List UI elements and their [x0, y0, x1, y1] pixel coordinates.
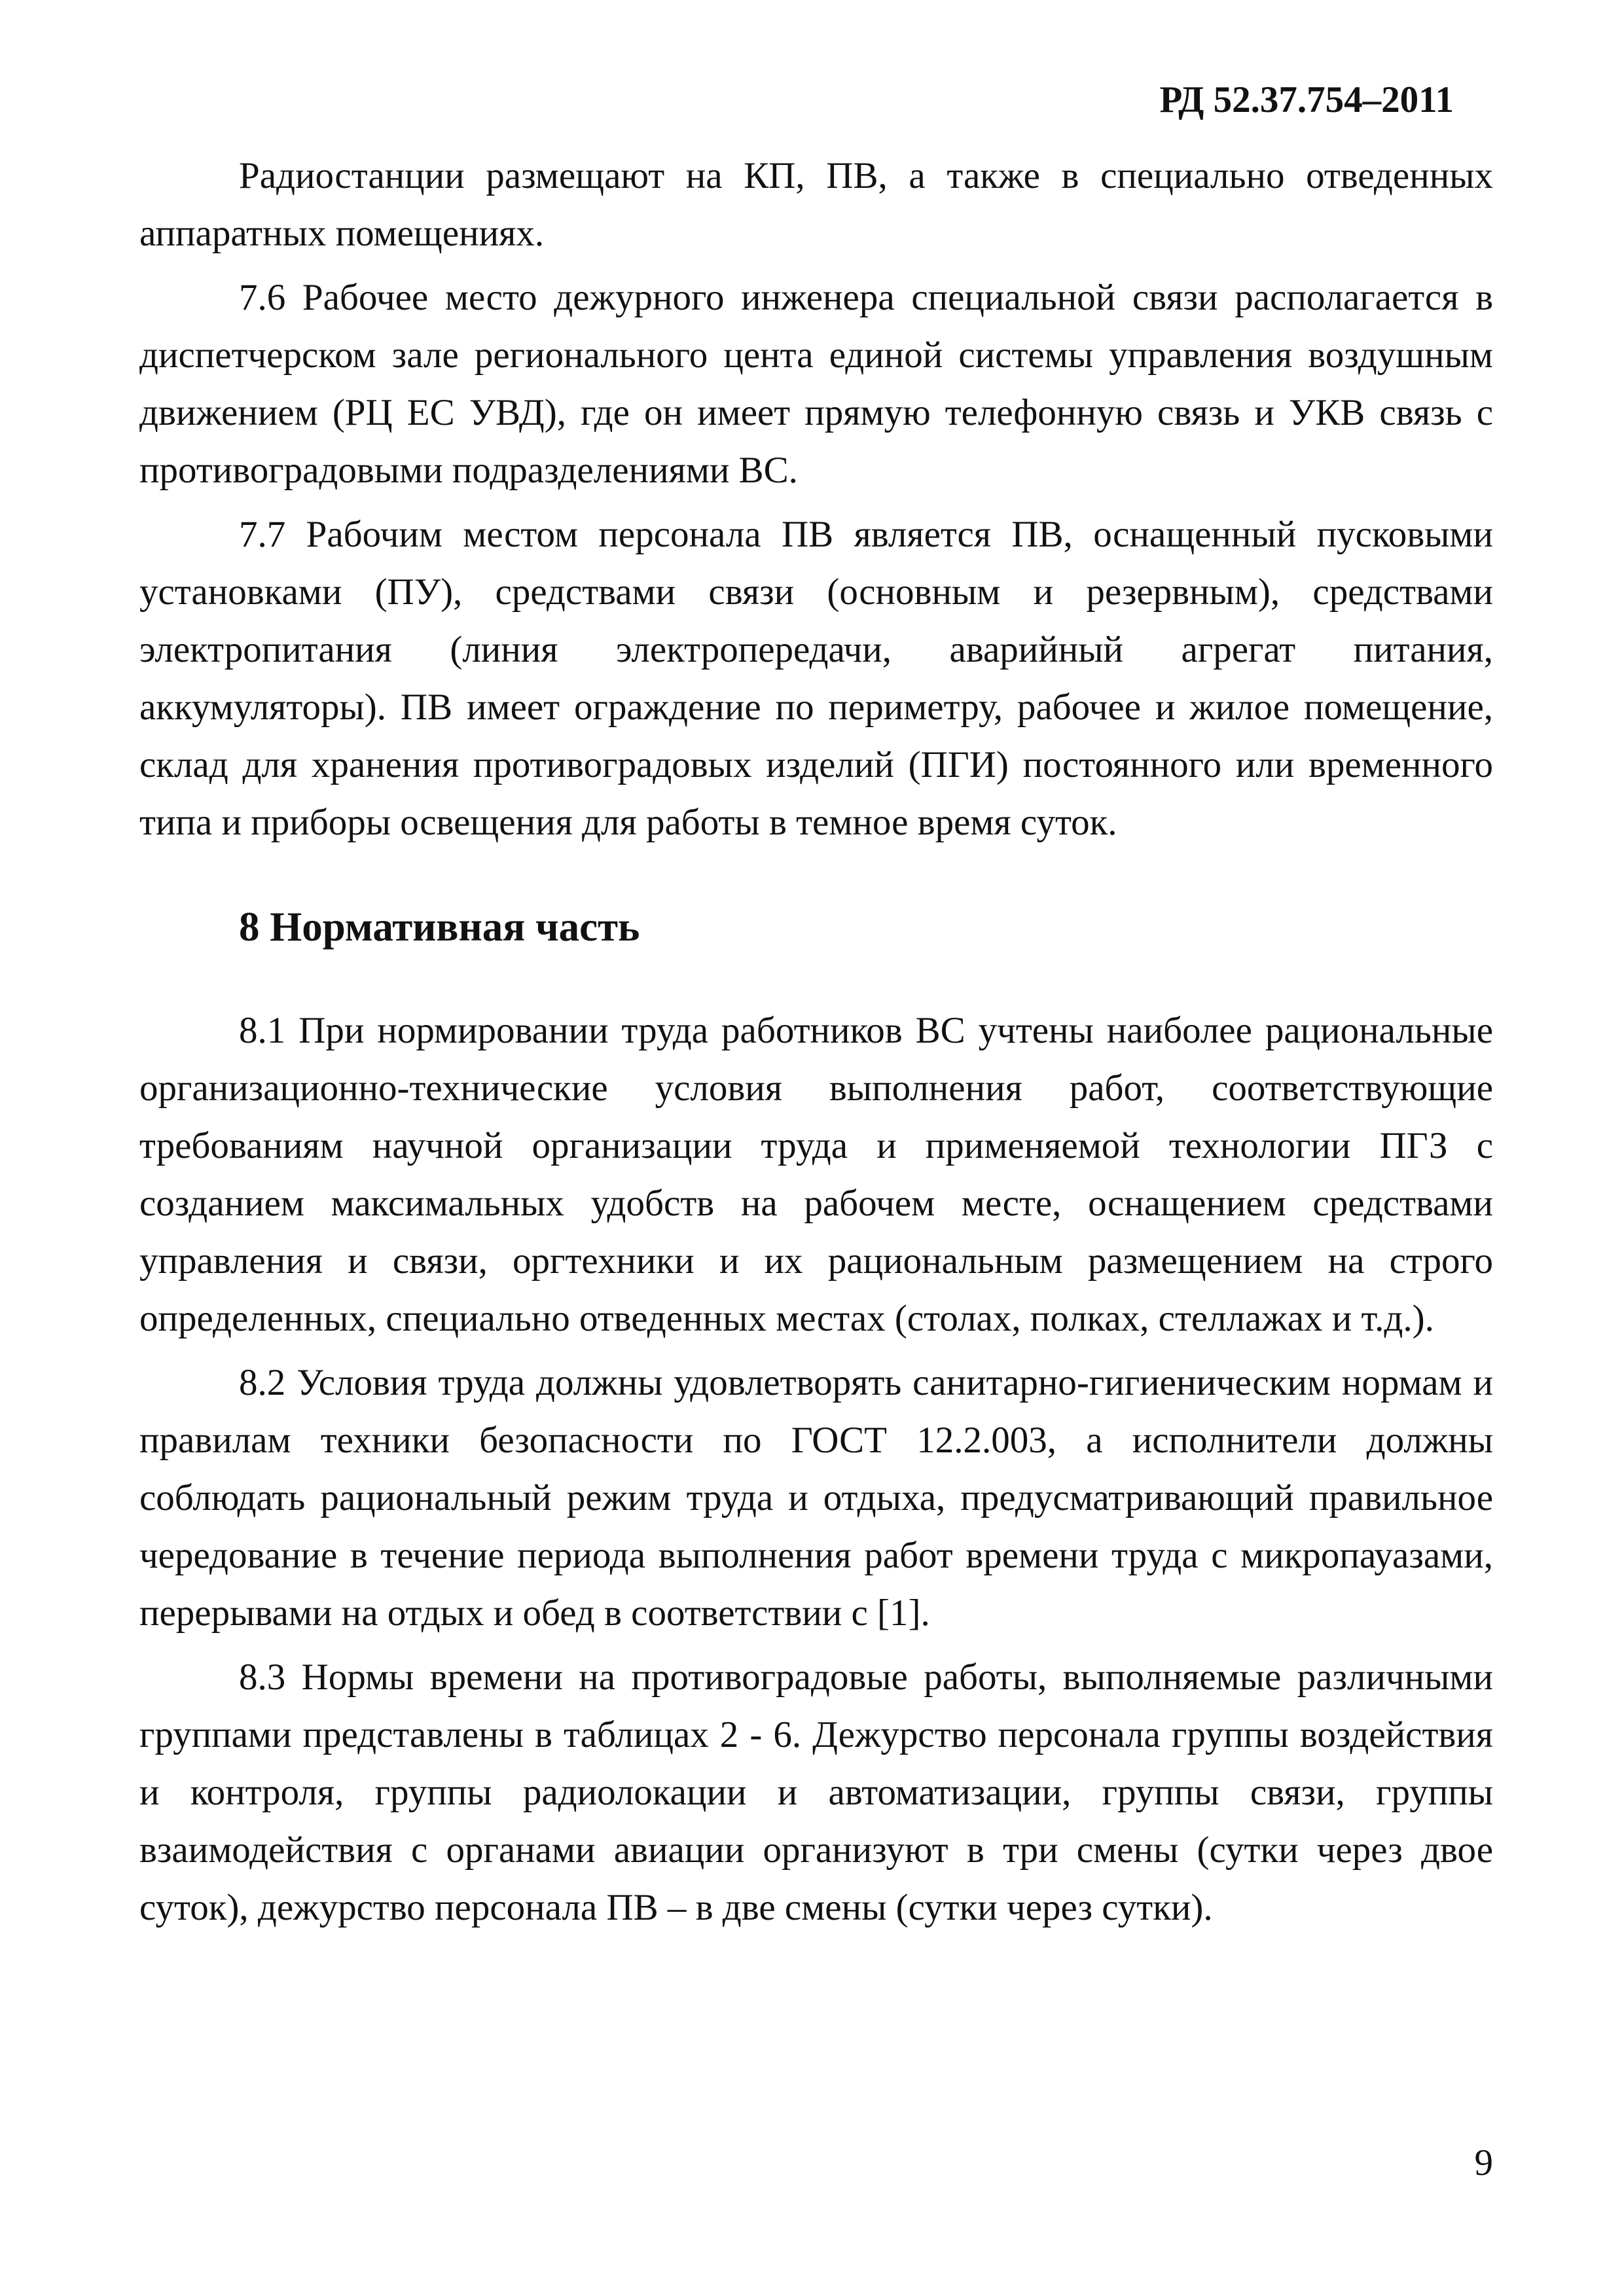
paragraph-7-6: 7.6 Рабочее место дежурного инженера специальной связи располагается в диспетчерском зале регионального цента единой системы управления воздушным движением (РЦ ЕС УВД), где он имеет прямую телефонную связь и УКВ связь с противоградовыми подразделениями ВС. [139, 277, 1493, 491]
paragraph-8-3: 8.3 Нормы времени на противоградовые работы, выполняемые различными группами представлены в таблицах 2 - 6. Дежурство персонала группы воздействия и контроля, группы радиолокации и автоматизации, группы связи, группы взаимодействия с органами авиации организуют в три смены (сутки через двое суток), дежурство персонала ПВ – в две смены (сутки через сутки). [139, 1657, 1493, 1928]
paragraph-8-1: 8.1 При нормировании труда работников ВС учтены наиболее рациональные организационно-технические условия выполнения работ, соответствующие требованиям научной организации труда и применяемой технологии ПГЗ с созданием максимальных удобств на рабочем месте, оснащением средствами управления и связи, оргтехники и их рациональным размещением на строго определенных, специально отведенных местах (столах, полках, стеллажах и т.д.). [139, 1010, 1493, 1339]
paragraph-8-2: 8.2 Условия труда должны удовлетворять санитарно-гигиеническим нормам и правилам техники безопасности по ГОСТ 12.2.003, а исполнители должны соблюдать рациональный режим труда и отдыха, предусматривающий правильное чередование в течение периода выполнения работ времени труда с микропауазами, перерывами на отдых и обед в соответствии с [1]. [139, 1362, 1493, 1634]
paragraph-radio-stations: Радиостанции размещают на КП, ПВ, а также в специально отведенных аппаратных помещениях. [139, 155, 1493, 254]
document-code: РД 52.37.754–2011 [1159, 79, 1454, 120]
section-heading: 8 Нормативная часть [239, 904, 640, 950]
page-number: 9 [1474, 2142, 1493, 2183]
paragraph-7-7: 7.7 Рабочим местом персонала ПВ является ПВ, оснащенный пусковыми установками (ПУ), средствами связи (основным и резервным), средствами электропитания (линия электропередачи, аварийный агрегат питания, аккумуляторы). ПВ имеет ограждение по периметру, рабочее и жилое помещение, склад для хранения противоградовых изделий (ПГИ) постоянного или временного типа и приборы освещения для работы в темное время суток. [139, 514, 1493, 843]
page-body [139, 147, 1493, 1943]
